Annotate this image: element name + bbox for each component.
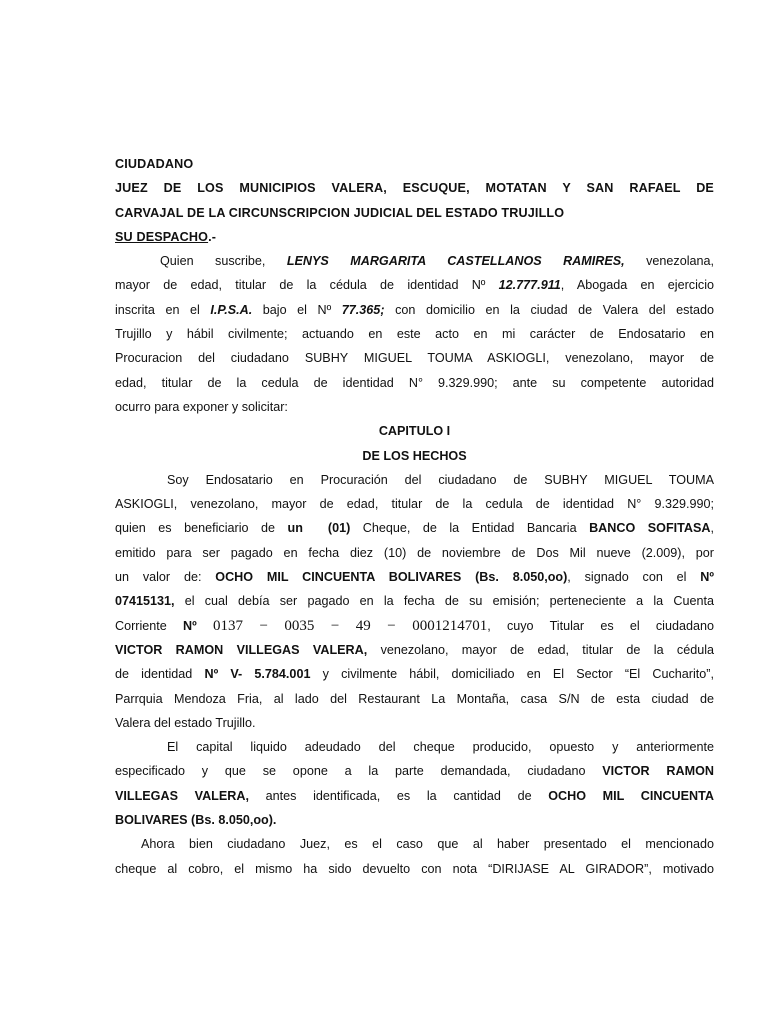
facts-text: , signado con el	[567, 570, 701, 585]
capital-amount: OCHO MIL CINCUENTA	[548, 788, 714, 803]
legal-document	[115, 152, 714, 881]
facts-line-9	[115, 662, 714, 686]
facts-text: Cheque, de la Entidad Bancaria	[350, 521, 590, 536]
office-suffix: .-	[208, 229, 217, 244]
closing-line-1: Ahora bien ciudadano Juez, es el caso que al haber presentado el mencionado	[141, 837, 714, 852]
chapter-subtitle: DE LOS HECHOS	[362, 448, 467, 463]
intro-text: con domicilio en la ciudad de Valera del estado	[384, 302, 714, 317]
number-sign: Nº	[183, 618, 197, 633]
capital-line-2	[115, 759, 714, 783]
facts-text: y civilmente hábil, domiciliado en El Sector “El Cucharito”,	[310, 667, 714, 682]
capital-text: especificado y que se opone a la parte demandada, ciudadano	[115, 764, 603, 779]
capital-line-4	[115, 808, 714, 832]
facts-text: de identidad	[115, 667, 205, 682]
bank-name: BANCO SOFITASA	[589, 521, 711, 536]
office: SU DESPACHO	[115, 229, 209, 244]
facts-line-2: ASKIOGLI, venezolano, mayor de edad, titular de la cedula de identidad N° 9.329.990;	[115, 497, 714, 512]
petitioner-id: 12.777.911	[498, 278, 561, 293]
defendant-name: VICTOR RAMON	[602, 764, 714, 779]
facts-text: quien es beneficiario de	[115, 521, 288, 536]
intro-text: Quien suscribe,	[160, 254, 287, 269]
intro-text: inscrita en el	[115, 302, 211, 317]
ipsa: I.P.S.A.	[210, 302, 253, 317]
court-line-2: CARVAJAL DE LA CIRCUNSCRIPCION JUDICIAL DEL ESTADO TRUJILLO	[115, 205, 565, 220]
intro-line-4: Trujillo y hábil civilmente; actuando en este acto en mi carácter de Endosatario en	[115, 327, 714, 342]
facts-line-10: Parrquia Mendoza Fria, al lado del Restaurant La Montaña, casa S/N de esta ciudad de	[115, 691, 714, 706]
account-number: 0137 − 0035 − 49 − 0001214701	[212, 617, 488, 634]
intro-line-5: Procuracion del ciudadano SUBHY MIGUEL TOUMA ASKIOGLI, venezolano, mayor de	[115, 351, 714, 366]
intro-line-1	[115, 249, 714, 273]
ipsa-number: 77.365;	[341, 302, 385, 317]
intro-line-6: edad, titular de la cedula de identidad N° 9.329.990; ante su competente autoridad	[115, 375, 714, 390]
facts-line-3	[115, 516, 714, 540]
facts-text: ,	[710, 521, 714, 536]
facts-text: el cual debía ser pagado en la fecha de su emisión; perteneciente a la Cuenta	[174, 594, 714, 609]
intro-text: mayor de edad, titular de la cédula de identidad Nº	[115, 278, 499, 293]
facts-line-7	[115, 614, 714, 638]
closing-line-2: cheque al cobro, el mismo ha sido devuelto con nota “DIRIJASE AL GIRADOR”, motivado	[115, 861, 714, 876]
capital-line-3	[115, 784, 714, 808]
facts-line-5	[115, 565, 714, 589]
capital-text: antes identificada, es la cantidad de	[248, 788, 549, 803]
number-sign: Nº	[700, 570, 714, 585]
office-line	[115, 225, 714, 249]
facts-line-4: emitido para ser pagado en fecha diez (10) de noviembre de Dos Mil nueve (2.009), por	[115, 545, 714, 560]
capital-amount-cont: BOLIVARES (Bs. 8.050,oo).	[115, 813, 277, 828]
facts-line-1: Soy Endosatario en Procuración del ciudadano de SUBHY MIGUEL TOUMA	[167, 472, 714, 487]
facts-text: , cuyo Titular es el ciudadano	[487, 618, 714, 633]
account-holder-name: VICTOR RAMON VILLEGAS VALERA,	[115, 642, 368, 657]
cheque-count: (01)	[327, 521, 351, 536]
intro-text: venezolana,	[624, 254, 715, 269]
petitioner-name: LENYS MARGARITA CASTELLANOS RAMIRES,	[286, 254, 625, 269]
facts-text: un valor de:	[115, 570, 216, 585]
cheque-number: 07415131,	[115, 594, 175, 609]
court-line-1: JUEZ DE LOS MUNICIPIOS VALERA, ESCUQUE, MOTATAN Y SAN RAFAEL DE	[115, 181, 714, 196]
capital-line-1: El capital liquido adeudado del cheque producido, opuesto y anteriormente	[167, 740, 714, 755]
chapter-title: CAPITULO I	[378, 424, 451, 439]
cheque-count-word: un	[287, 521, 303, 536]
facts-line-8	[115, 638, 714, 662]
facts-line-6	[115, 589, 714, 613]
intro-line-7: ocurro para exponer y solicitar:	[115, 399, 288, 414]
intro-line-2	[115, 273, 714, 297]
facts-text: venezolano, mayor de edad, titular de la cédula	[367, 642, 715, 657]
facts-text: Corriente	[115, 618, 184, 633]
account-holder-id: Nº V- 5.784.001	[204, 667, 311, 682]
cheque-amount: OCHO MIL CINCUENTA BOLIVARES (Bs. 8.050,oo)	[215, 570, 568, 585]
addressee: CIUDADANO	[115, 157, 194, 171]
facts-line-11: Valera del estado Trujillo.	[115, 715, 256, 730]
intro-line-3	[115, 298, 714, 322]
intro-text: bajo el Nº	[252, 302, 342, 317]
defendant-surname: VILLEGAS VALERA,	[115, 788, 249, 803]
intro-text: , Abogada en ejercicio	[560, 278, 714, 293]
